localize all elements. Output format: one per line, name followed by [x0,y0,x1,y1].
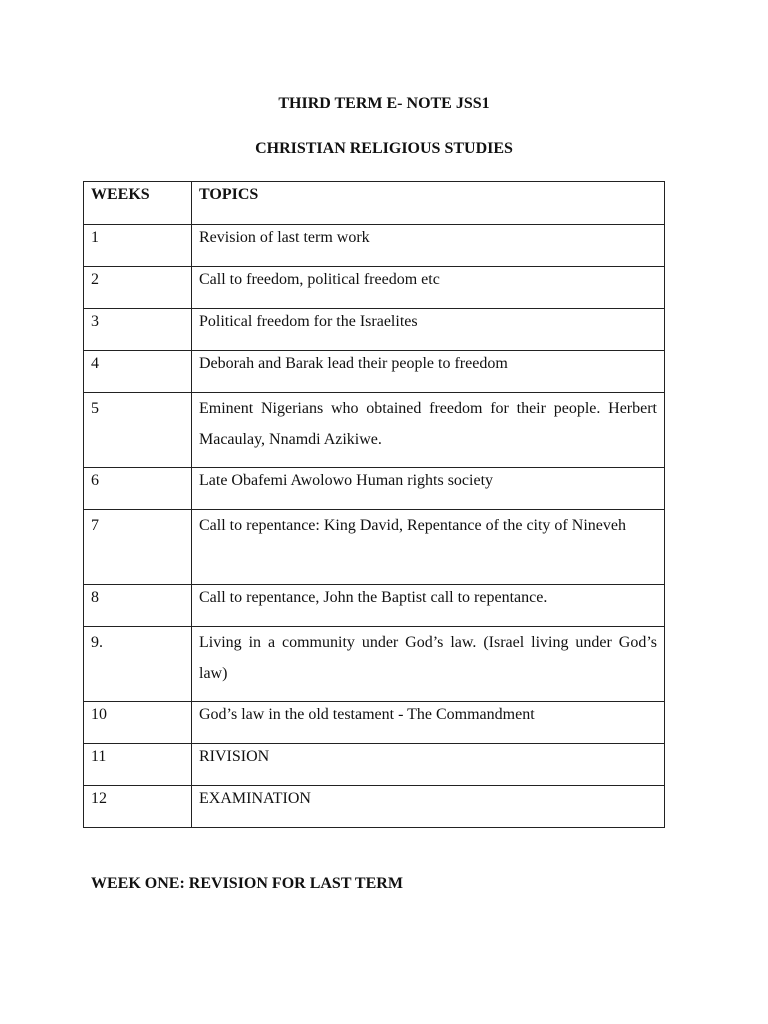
week-cell: 8 [84,585,192,627]
topic-cell: RIVISION [192,744,665,786]
table-row [84,468,665,510]
week-cell: 5 [84,393,192,468]
topic-cell: Deborah and Barak lead their people to freedom [192,351,665,393]
table-row [84,225,665,267]
table-row [84,351,665,393]
topic-cell: God’s law in the old testament - The Commandment [192,702,665,744]
scheme-of-work-table [83,181,665,828]
week-cell: 6 [84,468,192,510]
topic-cell: Eminent Nigerians who obtained freedom for their people. Herbert Macaulay, Nnamdi Azikiwe. [192,393,665,468]
week-cell: 3 [84,309,192,351]
table-row [84,627,665,702]
week-cell: 12 [84,786,192,828]
topic-cell: Call to repentance, John the Baptist call to repentance. [192,585,665,627]
topic-cell: Revision of last term work [192,225,665,267]
table-row [84,393,665,468]
table-row [84,786,665,828]
week-cell: 7 [84,510,192,585]
topic-cell: Call to freedom, political freedom etc [192,267,665,309]
table-row [84,510,665,585]
week-cell: 4 [84,351,192,393]
week-cell: 11 [84,744,192,786]
topic-cell: Call to repentance: King David, Repentance of the city of Nineveh [192,510,665,585]
table-row [84,585,665,627]
topic-cell: Late Obafemi Awolowo Human rights society [192,468,665,510]
week-cell: 10 [84,702,192,744]
topics-column-header: TOPICS [192,182,665,225]
week-cell: 2 [84,267,192,309]
document-title: THIRD TERM E- NOTE JSS1 [278,95,490,112]
table-header-row [84,182,665,225]
table-row [84,702,665,744]
week-cell: 9. [84,627,192,702]
table-row [84,267,665,309]
section-heading: WEEK ONE: REVISION FOR LAST TERM [91,875,403,892]
document-subject: CHRISTIAN RELIGIOUS STUDIES [255,140,513,157]
topic-cell: Political freedom for the Israelites [192,309,665,351]
table-row [84,309,665,351]
table-row [84,744,665,786]
topic-cell: EXAMINATION [192,786,665,828]
topic-cell: Living in a community under God’s law. (Israel living under God’s law) [192,627,665,702]
week-cell: 1 [84,225,192,267]
weeks-column-header: WEEKS [84,182,192,225]
